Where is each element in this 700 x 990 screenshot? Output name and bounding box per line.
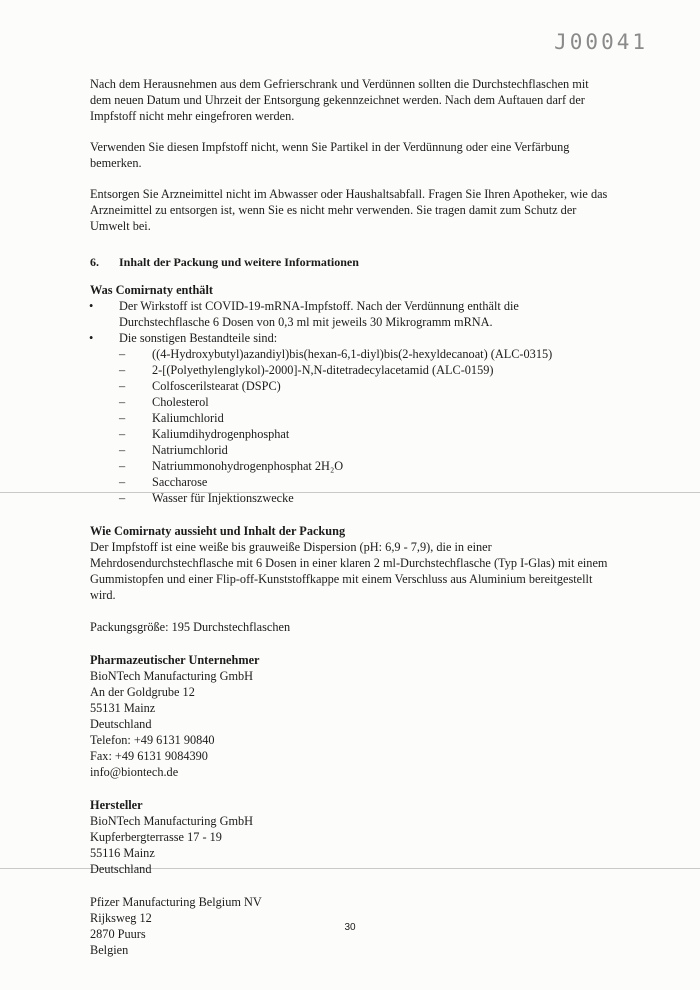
- address-line: Deutschland: [90, 717, 152, 731]
- document-stamp-number: J00041: [554, 30, 648, 54]
- address-line: 55116 Mainz: [90, 846, 155, 860]
- address-line: BioNTech Manufacturing GmbH: [90, 669, 254, 683]
- ingredient-item: – Saccharose: [119, 474, 610, 490]
- section-number: 6.: [90, 255, 99, 269]
- ingredient-item: – Kaliumdihydrogenphosphat: [119, 426, 610, 442]
- phone-line: Telefon: +49 6131 90840: [90, 733, 215, 747]
- list-item-text: Die sonstigen Bestandteile sind:: [119, 331, 278, 345]
- address-line: Deutschland: [90, 862, 152, 876]
- list-item: [90, 330, 610, 506]
- intro-paragraph: Verwenden Sie diesen Impfstoff nicht, wenn Sie Partikel in der Verdünnung oder eine Verfärbung bemerken.: [90, 140, 570, 170]
- list-item: • Der Wirkstoff ist COVID-19-mRNA-Impfstoff. Nach der Verdünnung enthält die Durchstechflasche 6 Dosen von 0,3 ml mit jeweils 30 Mikrogramm mRNA.: [90, 298, 610, 330]
- ingredient-item: – Kaliumchlorid: [119, 410, 610, 426]
- address-line: Rijksweg 12: [90, 911, 152, 925]
- ingredient-item: – Natriummonohydrogenphosphat 2H₂O: [119, 458, 610, 474]
- page-number: 30: [344, 922, 356, 933]
- manufacturer-heading: Hersteller: [90, 798, 143, 812]
- ingredient-item: – Cholesterol: [119, 394, 610, 410]
- contains-list: [90, 298, 610, 506]
- manufacturer-section: [90, 797, 610, 958]
- holder-heading: Pharmazeutischer Unternehmer: [90, 653, 260, 667]
- ingredient-item: – Colfoscerilstearat (DSPC): [119, 378, 610, 394]
- appearance-text: Der Impfstoff ist eine weiße bis grauweiße Dispersion (pH: 6,9 - 7,9), die in einer Mehrdosendurchstechflasche mit 6 Dosen in einer klaren 2 ml-Durchstechflasche (Typ I-Glas) mit einem Gummistopfen und einer Flip-off-Kunststoffkappe mit einem Verschluss aus Aluminium bereitgestellt wird.: [90, 540, 608, 602]
- ingredients-list: [119, 346, 610, 506]
- intro-paragraph: Nach dem Herausnehmen aus dem Gefrierschrank und Verdünnen sollten die Durchstechflaschen mit dem neuen Datum und Uhrzeit der Entsorgung gekennzeichnet werden. Nach dem Auftauen darf der Impfstoff nicht mehr eingefroren werden.: [90, 77, 589, 123]
- address-line: Kupferbergterrasse 17 - 19: [90, 830, 222, 844]
- contains-heading: Was Comirnaty enthält: [90, 283, 213, 297]
- ingredient-item: – Wasser für Injektionszwecke: [119, 490, 610, 506]
- address-line: Pfizer Manufacturing Belgium NV: [90, 895, 262, 909]
- holder-section: [90, 652, 610, 780]
- ingredient-item: – 2-[(Polyethylenglykol)-2000]-N,N-ditetradecylacetamid (ALC-0159): [119, 362, 610, 378]
- email-line: info@biontech.de: [90, 765, 179, 779]
- document-body: [90, 76, 610, 958]
- ingredient-item: – ((4-Hydroxybutyl)azandiyl)bis(hexan-6,1-diyl)bis(2-hexyldecanoat) (ALC-0315): [119, 346, 610, 362]
- section-heading: [90, 254, 610, 270]
- address-line: 2870 Puurs: [90, 927, 146, 941]
- appearance-heading: Wie Comirnaty aussieht und Inhalt der Packung: [90, 524, 346, 538]
- appearance-section: [90, 523, 610, 635]
- section-title: Inhalt der Packung und weitere Informationen: [119, 255, 359, 269]
- pack-size: Packungsgröße: 195 Durchstechflaschen: [90, 620, 291, 634]
- intro-paragraph: Entsorgen Sie Arzneimittel nicht im Abwasser oder Haushaltsabfall. Fragen Sie Ihren Apotheker, wie das Arzneimittel zu entsorgen ist, wenn Sie es nicht mehr verwenden. Sie tragen damit zum Schutz der Umwelt bei.: [90, 187, 608, 233]
- ingredient-item: – Natriumchlorid: [119, 442, 610, 458]
- address-line: Belgien: [90, 943, 129, 957]
- address-line: 55131 Mainz: [90, 701, 156, 715]
- address-line: BioNTech Manufacturing GmbH: [90, 814, 254, 828]
- address-line: An der Goldgrube 12: [90, 685, 195, 699]
- fax-line: Fax: +49 6131 9084390: [90, 749, 208, 763]
